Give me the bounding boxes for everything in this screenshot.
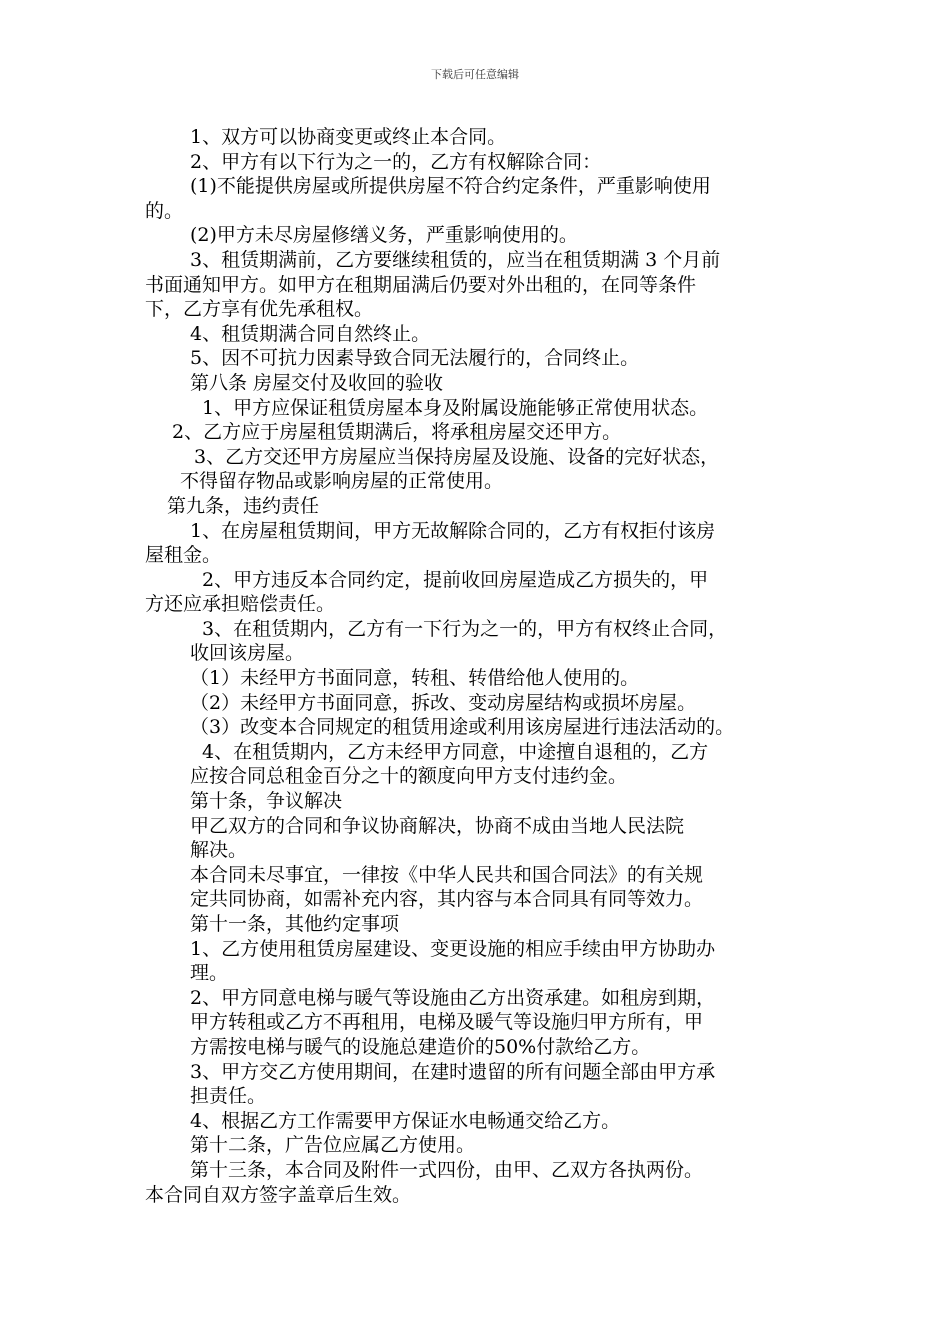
contract-line: 本合同未尽事宜，一律按《中华人民共和国合同法》的有关规 xyxy=(190,863,704,886)
contract-body xyxy=(145,125,810,1207)
contract-line: （3）改变本合同规定的租赁用途或利用该房屋进行违法活动的。 xyxy=(190,716,735,739)
contract-line: 的。 xyxy=(145,199,184,222)
contract-line: 第九条，违约责任 xyxy=(167,494,320,517)
contract-line: (2)甲方未尽房屋修缮义务，严重影响使用的。 xyxy=(190,224,578,247)
contract-line: (1)不能提供房屋或所提供房屋不符合约定条件，严重影响使用 xyxy=(190,175,711,198)
contract-line: 1、甲方应保证租赁房屋本身及附属设施能够正常使用状态。 xyxy=(202,396,709,419)
contract-line: 3、在租赁期内，乙方有一下行为之一的，甲方有权终止合同， xyxy=(202,617,728,640)
contract-line: 甲乙双方的合同和争议协商解决，协商不成由当地人民法院 xyxy=(190,814,685,837)
contract-line: 5、因不可抗力因素导致合同无法履行的，合同终止。 xyxy=(190,347,640,370)
contract-line: 第八条 房屋交付及收回的验收 xyxy=(190,371,444,394)
contract-line: 2、甲方同意电梯与暖气等设施由乙方出资承建。如租房到期， xyxy=(190,986,716,1009)
contract-line: 方还应承担赔偿责任。 xyxy=(145,593,336,616)
contract-line: 甲方转租或乙方不再租用，电梯及暖气等设施归甲方所有，甲 xyxy=(190,1011,704,1034)
contract-line: （1）未经甲方书面同意，转租、转借给他人使用的。 xyxy=(190,667,640,690)
contract-line: 应按合同总租金百分之十的额度向甲方支付违约金。 xyxy=(190,765,628,788)
contract-line: 2、甲方违反本合同约定，提前收回房屋造成乙方损失的，甲 xyxy=(202,568,709,591)
contract-line: 4、在租赁期内，乙方未经甲方同意，中途擅自退租的，乙方 xyxy=(202,740,709,763)
contract-line: 第十二条，广告位应属乙方使用。 xyxy=(190,1134,476,1157)
contract-line: 屋租金。 xyxy=(145,544,222,567)
page-header: 下载后可任意编辑 xyxy=(431,68,519,81)
contract-line: 4、租赁期满合同自然终止。 xyxy=(190,322,431,345)
contract-line: 3、乙方交还甲方房屋应当保持房屋及设施、设备的完好状态， xyxy=(194,445,720,468)
contract-line: 解决。 xyxy=(190,839,248,862)
contract-line: 定共同协商，如需补充内容，其内容与本合同具有同等效力。 xyxy=(190,888,704,911)
contract-line: 3、甲方交乙方使用期间，在建时遗留的所有问题全部由甲方承 xyxy=(190,1060,716,1083)
contract-line: 3、租赁期满前，乙方要继续租赁的，应当在租赁期满 3 个月前 xyxy=(190,248,721,271)
contract-line: 方需按电梯与暖气的设施总建造价的50%付款给乙方。 xyxy=(190,1035,651,1058)
contract-line: 下，乙方享有优先承租权。 xyxy=(145,298,374,321)
contract-line: 第十一条，其他约定事项 xyxy=(190,913,400,935)
contract-line: 第十条，争议解决 xyxy=(190,790,343,813)
contract-line: 1、乙方使用租赁房屋建设、变更设施的相应手续由甲方协助办 xyxy=(190,937,716,960)
contract-line: 担责任。 xyxy=(190,1085,267,1108)
contract-line: 第十三条，本合同及附件一式四份，由甲、乙双方各执两份。 xyxy=(190,1158,704,1181)
contract-line: 2、甲方有以下行为之一的，乙方有权解除合同： xyxy=(190,150,602,173)
contract-line: 理。 xyxy=(190,962,229,985)
contract-line: 4、根据乙方工作需要甲方保证水电畅通交给乙方。 xyxy=(190,1109,621,1132)
contract-line: 1、在房屋租赁期间，甲方无故解除合同的，乙方有权拒付该房 xyxy=(190,519,716,542)
contract-line: 2、乙方应于房屋租赁期满后，将承租房屋交还甲方。 xyxy=(172,421,622,444)
contract-line: 本合同自双方签字盖章后生效。 xyxy=(145,1183,412,1206)
contract-line: 1、双方可以协商变更或终止本合同。 xyxy=(190,126,507,148)
contract-line: 不得留存物品或影响房屋的正常使用。 xyxy=(180,470,504,493)
contract-line: 书面通知甲方。如甲方在租期届满后仍要对外出租的，在同等条件 xyxy=(145,273,697,296)
contract-line: （2）未经甲方书面同意，拆改、变动房屋结构或损坏房屋。 xyxy=(190,691,697,714)
contract-line: 收回该房屋。 xyxy=(190,642,305,665)
